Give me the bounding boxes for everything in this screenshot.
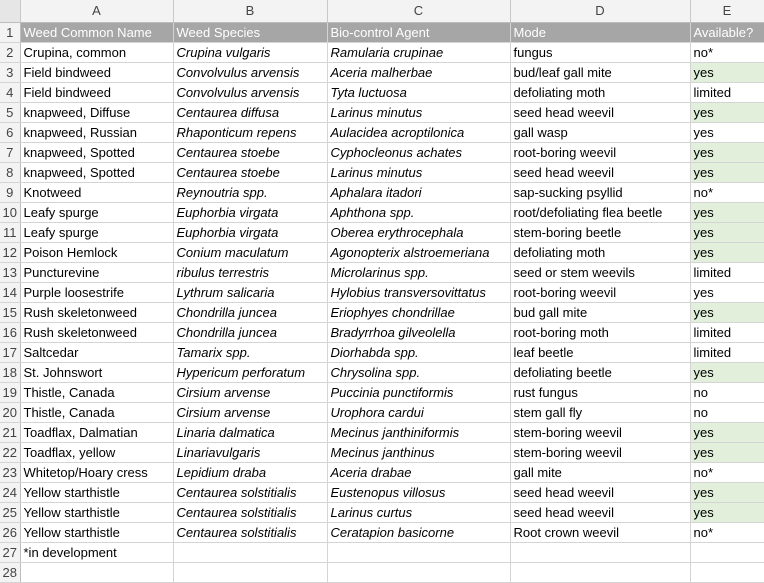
empty-cell[interactable] [327, 563, 510, 583]
blank-row [0, 563, 764, 583]
cell-species[interactable]: Convolvulus arvensis [173, 63, 327, 83]
row-number[interactable]: 28 [0, 563, 20, 583]
cell-common-name[interactable]: knapweed, Spotted [20, 143, 173, 163]
column-header-row [0, 0, 764, 23]
cell-common-name[interactable]: Leafy spurge [20, 203, 173, 223]
cell-species[interactable]: Euphorbia virgata [173, 203, 327, 223]
cell-available[interactable]: limited [690, 323, 764, 343]
cell-common-name[interactable]: Purple loosestrife [20, 283, 173, 303]
row-number[interactable]: 1 [0, 23, 20, 43]
cell-agent[interactable]: Aphalara itadori [327, 183, 510, 203]
cell-agent[interactable]: Bradyrrhoa gilveolella [327, 323, 510, 343]
cell-common-name[interactable]: Puncturevine [20, 263, 173, 283]
cell-species[interactable]: Centaurea solstitialis [173, 503, 327, 523]
cell-agent[interactable]: Larinus minutus [327, 103, 510, 123]
cell-common-name[interactable]: Thistle, Canada [20, 403, 173, 423]
cell-agent[interactable]: Aceria malherbae [327, 63, 510, 83]
row-number[interactable]: 22 [0, 443, 20, 463]
cell-mode[interactable]: root-boring weevil [510, 143, 690, 163]
cell-available[interactable]: no* [690, 523, 764, 543]
row-number[interactable]: 26 [0, 523, 20, 543]
cell-species[interactable]: Rhaponticum repens [173, 123, 327, 143]
cell-mode[interactable]: gall mite [510, 463, 690, 483]
cell-species[interactable]: Hypericum perforatum [173, 363, 327, 383]
cell-available[interactable]: limited [690, 343, 764, 363]
cell-agent[interactable]: Mecinus janthiniformis [327, 423, 510, 443]
table-row [0, 503, 764, 523]
cell-agent[interactable]: Oberea erythrocephala [327, 223, 510, 243]
cell-agent[interactable]: Cyphocleonus achates [327, 143, 510, 163]
row-number[interactable]: 10 [0, 203, 20, 223]
cell-available[interactable]: yes [690, 243, 764, 263]
cell-mode[interactable]: stem gall fly [510, 403, 690, 423]
cell-agent[interactable]: Ramularia crupinae [327, 43, 510, 63]
cell-available[interactable]: no* [690, 183, 764, 203]
cell-mode[interactable]: seed head weevil [510, 483, 690, 503]
cell-agent[interactable]: Eriophyes chondrillae [327, 303, 510, 323]
row-number[interactable]: 9 [0, 183, 20, 203]
cell-available[interactable]: yes [690, 303, 764, 323]
cell-available[interactable]: yes [690, 203, 764, 223]
row-number[interactable]: 12 [0, 243, 20, 263]
cell-header-common-name[interactable]: Weed Common Name [20, 23, 173, 43]
cell-mode[interactable]: stem-boring beetle [510, 223, 690, 243]
cell-species[interactable]: Crupina vulgaris [173, 43, 327, 63]
cell-species[interactable]: Centaurea stoebe [173, 143, 327, 163]
cell-species[interactable]: Linariavulgaris [173, 443, 327, 463]
cell-available[interactable]: limited [690, 83, 764, 103]
row-number[interactable]: 27 [0, 543, 20, 563]
cell-mode[interactable]: root/defoliating flea beetle [510, 203, 690, 223]
row-number[interactable]: 2 [0, 43, 20, 63]
table-row [0, 123, 764, 143]
row-number[interactable]: 23 [0, 463, 20, 483]
cell-common-name[interactable]: Field bindweed [20, 63, 173, 83]
cell-available[interactable]: yes [690, 443, 764, 463]
column-header-d[interactable]: D [510, 0, 690, 23]
cell-agent[interactable]: Aulacidea acroptilonica [327, 123, 510, 143]
cell-species[interactable]: Centaurea solstitialis [173, 483, 327, 503]
cell-species[interactable]: Chondrilla juncea [173, 323, 327, 343]
cell-common-name[interactable]: Whitetop/Hoary cress [20, 463, 173, 483]
cell-mode[interactable]: stem-boring weevil [510, 423, 690, 443]
cell-agent[interactable]: Larinus curtus [327, 503, 510, 523]
row-number[interactable]: 24 [0, 483, 20, 503]
cell-footnote[interactable]: *in development [20, 543, 173, 563]
cell-mode[interactable]: sap-sucking psyllid [510, 183, 690, 203]
cell-available[interactable]: yes [690, 223, 764, 243]
cell-available[interactable]: yes [690, 283, 764, 303]
cell-common-name[interactable]: Thistle, Canada [20, 383, 173, 403]
column-header-e[interactable]: E [690, 0, 764, 23]
cell-agent[interactable]: Agonopterix alstroemeriana [327, 243, 510, 263]
row-number[interactable]: 5 [0, 103, 20, 123]
cell-agent[interactable]: Mecinus janthinus [327, 443, 510, 463]
cell-available[interactable]: no [690, 383, 764, 403]
row-number[interactable]: 19 [0, 383, 20, 403]
cell-species[interactable]: Centaurea stoebe [173, 163, 327, 183]
cell-header-agent[interactable]: Bio-control Agent [327, 23, 510, 43]
row-number[interactable]: 15 [0, 303, 20, 323]
cell-mode[interactable]: gall wasp [510, 123, 690, 143]
cell-species[interactable]: Lepidium draba [173, 463, 327, 483]
cell-common-name[interactable]: knapweed, Diffuse [20, 103, 173, 123]
cell-mode[interactable]: fungus [510, 43, 690, 63]
cell-mode[interactable]: defoliating beetle [510, 363, 690, 383]
row-number[interactable]: 4 [0, 83, 20, 103]
cell-agent[interactable]: Larinus minutus [327, 163, 510, 183]
cell-agent[interactable]: Puccinia punctiformis [327, 383, 510, 403]
row-number[interactable]: 17 [0, 343, 20, 363]
cell-species[interactable]: Chondrilla juncea [173, 303, 327, 323]
cell-species[interactable]: Cirsium arvense [173, 403, 327, 423]
empty-cell[interactable] [690, 543, 764, 563]
table-row [0, 443, 764, 463]
cell-mode[interactable]: root-boring moth [510, 323, 690, 343]
cell-common-name[interactable]: St. Johnswort [20, 363, 173, 383]
cell-common-name[interactable]: knapweed, Spotted [20, 163, 173, 183]
table-row [0, 483, 764, 503]
cell-agent[interactable]: Urophora cardui [327, 403, 510, 423]
cell-common-name[interactable]: Rush skeletonweed [20, 303, 173, 323]
cell-mode[interactable]: seed head weevil [510, 503, 690, 523]
cell-species[interactable]: Linaria dalmatica [173, 423, 327, 443]
column-header-c[interactable]: C [327, 0, 510, 23]
cell-available[interactable]: yes [690, 503, 764, 523]
row-number[interactable]: 7 [0, 143, 20, 163]
row-number[interactable]: 14 [0, 283, 20, 303]
empty-cell[interactable] [510, 563, 690, 583]
row-number[interactable]: 25 [0, 503, 20, 523]
row-number[interactable]: 21 [0, 423, 20, 443]
empty-cell[interactable] [327, 543, 510, 563]
cell-mode[interactable]: bud gall mite [510, 303, 690, 323]
table-header-row [0, 23, 764, 43]
cell-common-name[interactable]: knapweed, Russian [20, 123, 173, 143]
cell-common-name[interactable]: Saltcedar [20, 343, 173, 363]
row-number[interactable]: 3 [0, 63, 20, 83]
cell-common-name[interactable]: Leafy spurge [20, 223, 173, 243]
cell-species[interactable]: Euphorbia virgata [173, 223, 327, 243]
cell-common-name[interactable]: Crupina, common [20, 43, 173, 63]
table-row [0, 463, 764, 483]
cell-mode[interactable]: defoliating moth [510, 243, 690, 263]
table-row [0, 283, 764, 303]
cell-species[interactable]: Tamarix spp. [173, 343, 327, 363]
cell-mode[interactable]: seed head weevil [510, 103, 690, 123]
table-row [0, 303, 764, 323]
empty-cell[interactable] [510, 543, 690, 563]
cell-species[interactable]: Centaurea diffusa [173, 103, 327, 123]
row-number[interactable]: 11 [0, 223, 20, 243]
cell-mode[interactable]: root-boring weevil [510, 283, 690, 303]
cell-header-available[interactable]: Available? [690, 23, 764, 43]
cell-available[interactable]: yes [690, 423, 764, 443]
cell-agent[interactable]: Aceria drabae [327, 463, 510, 483]
table-row [0, 423, 764, 443]
cell-agent[interactable]: Ceratapion basicorne [327, 523, 510, 543]
cell-agent[interactable]: Hylobius transversovittatus [327, 283, 510, 303]
cell-agent[interactable]: Tyta luctuosa [327, 83, 510, 103]
cell-agent[interactable]: Aphthona spp. [327, 203, 510, 223]
cell-mode[interactable]: leaf beetle [510, 343, 690, 363]
table-row [0, 343, 764, 363]
row-number[interactable]: 16 [0, 323, 20, 343]
table-row [0, 43, 764, 63]
cell-mode[interactable]: seed head weevil [510, 163, 690, 183]
row-number[interactable]: 8 [0, 163, 20, 183]
cell-common-name[interactable]: Knotweed [20, 183, 173, 203]
cell-available[interactable]: yes [690, 363, 764, 383]
cell-common-name[interactable]: Poison Hemlock [20, 243, 173, 263]
empty-cell[interactable] [173, 543, 327, 563]
cell-common-name[interactable]: Yellow starthistle [20, 503, 173, 523]
column-header-b[interactable]: B [173, 0, 327, 23]
cell-species[interactable]: Cirsium arvense [173, 383, 327, 403]
column-header-a[interactable]: A [20, 0, 173, 23]
cell-available[interactable]: yes [690, 63, 764, 83]
cell-available[interactable]: no* [690, 463, 764, 483]
cell-available[interactable]: yes [690, 163, 764, 183]
cell-common-name[interactable]: Rush skeletonweed [20, 323, 173, 343]
row-number[interactable]: 6 [0, 123, 20, 143]
empty-cell[interactable] [173, 563, 327, 583]
cell-common-name[interactable]: Field bindweed [20, 83, 173, 103]
table-row [0, 243, 764, 263]
cell-common-name[interactable]: Yellow starthistle [20, 483, 173, 503]
table-row [0, 223, 764, 243]
cell-species[interactable]: Reynoutria spp. [173, 183, 327, 203]
cell-header-mode[interactable]: Mode [510, 23, 690, 43]
table-row [0, 143, 764, 163]
cell-species[interactable]: Centaurea solstitialis [173, 523, 327, 543]
cell-available[interactable]: no [690, 403, 764, 423]
row-number[interactable]: 13 [0, 263, 20, 283]
cell-agent[interactable]: Eustenopus villosus [327, 483, 510, 503]
cell-mode[interactable]: bud/leaf gall mite [510, 63, 690, 83]
table-row [0, 323, 764, 343]
cell-species[interactable]: Lythrum salicaria [173, 283, 327, 303]
select-all-corner[interactable] [0, 0, 20, 23]
cell-available[interactable]: yes [690, 483, 764, 503]
cell-common-name[interactable]: Toadflax, Dalmatian [20, 423, 173, 443]
table-row [0, 103, 764, 123]
cell-agent[interactable]: Chrysolina spp. [327, 363, 510, 383]
cell-species[interactable]: ribulus terrestris [173, 263, 327, 283]
table-row [0, 83, 764, 103]
table-row [0, 163, 764, 183]
empty-cell[interactable] [690, 563, 764, 583]
cell-mode[interactable]: stem-boring weevil [510, 443, 690, 463]
table-row [0, 383, 764, 403]
cell-available[interactable]: yes [690, 143, 764, 163]
footnote-row [0, 543, 764, 563]
cell-species[interactable]: Convolvulus arvensis [173, 83, 327, 103]
table-row [0, 523, 764, 543]
cell-available[interactable]: limited [690, 263, 764, 283]
cell-mode[interactable]: Root crown weevil [510, 523, 690, 543]
row-number[interactable]: 20 [0, 403, 20, 423]
table-row [0, 183, 764, 203]
cell-header-species[interactable]: Weed Species [173, 23, 327, 43]
table-row [0, 203, 764, 223]
cell-species[interactable]: Conium maculatum [173, 243, 327, 263]
table-row [0, 403, 764, 423]
table-row [0, 363, 764, 383]
row-number[interactable]: 18 [0, 363, 20, 383]
empty-cell[interactable] [20, 563, 173, 583]
cell-available[interactable]: yes [690, 103, 764, 123]
cell-mode[interactable]: rust fungus [510, 383, 690, 403]
table-row [0, 63, 764, 83]
cell-mode[interactable]: seed or stem weevils [510, 263, 690, 283]
cell-mode[interactable]: defoliating moth [510, 83, 690, 103]
cell-common-name[interactable]: Toadflax, yellow [20, 443, 173, 463]
cell-available[interactable]: no* [690, 43, 764, 63]
cell-agent[interactable]: Diorhabda spp. [327, 343, 510, 363]
cell-common-name[interactable]: Yellow starthistle [20, 523, 173, 543]
cell-available[interactable]: yes [690, 123, 764, 143]
cell-agent[interactable]: Microlarinus spp. [327, 263, 510, 283]
table-row [0, 263, 764, 283]
